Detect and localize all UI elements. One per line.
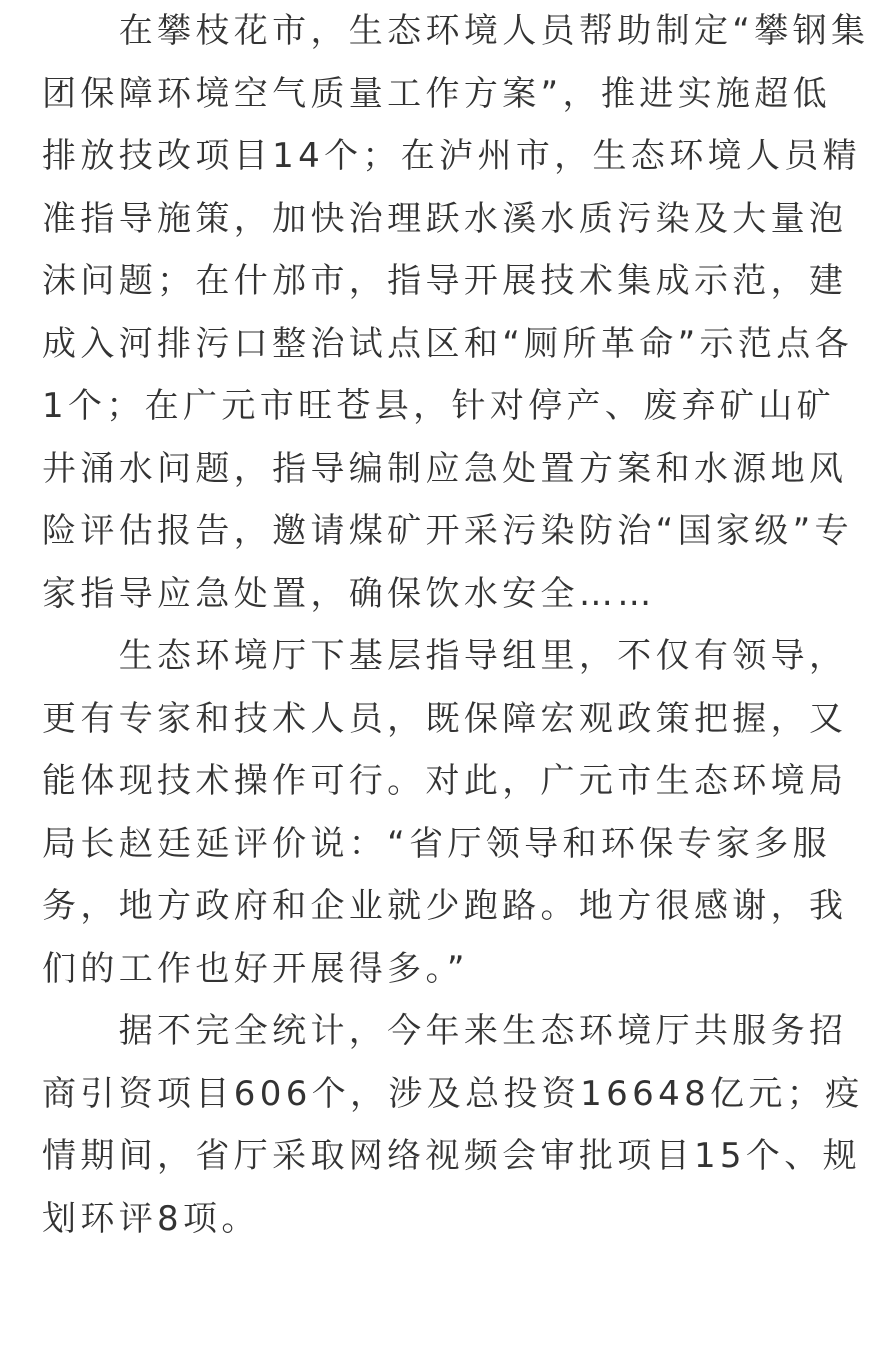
paragraph: [42, 625, 848, 1000]
text-line: 能体现技术操作可行。对此，广元市生态环境局: [42, 761, 848, 801]
text-line: 险评估报告，邀请煤矿开采污染防治“国家级”专: [42, 511, 853, 551]
text-line: 准指导施策，加快治理跃水溪水质污染及大量泡: [42, 198, 848, 239]
text-line: 在攀枝花市，生态环境人员帮助制定“攀钢集: [42, 11, 869, 51]
text-line: 局长赵廷延评价说：“省厅领导和环保专家多服: [42, 823, 831, 864]
text-line: 团保障环境空气质量工作方案”，推进实施超低: [42, 73, 831, 114]
text-line: 务，地方政府和企业就少跑路。地方很感谢，我: [42, 886, 848, 926]
text-line: 生态环境厅下基层指导组里，不仅有领导，: [42, 636, 848, 676]
text-line: 井涌水问题，指导编制应急处置方案和水源地风: [42, 448, 848, 489]
text-line: 成入河排污口整治试点区和“厕所革命”示范点各: [42, 323, 853, 364]
text-line: 1个；在广元市旺苍县，针对停产、废弃矿山矿: [42, 386, 835, 426]
text-line: 排放技改项目14个；在泸州市，生态环境人员精: [42, 136, 861, 176]
text-line: 商引资项目606个，涉及总投资16648亿元；疫: [42, 1073, 864, 1114]
text-line: 沫问题；在什邡市，指导开展技术集成示范，建: [42, 261, 848, 301]
text-line: 情期间，省厅采取网络视频会审批项目15个、规: [42, 1136, 861, 1176]
paragraph: [42, 0, 869, 625]
text-line: 们的工作也好开展得多。”: [42, 948, 469, 989]
text-line: 更有专家和技术人员，既保障宏观政策把握，又: [42, 698, 848, 739]
text-line: 据不完全统计，今年来生态环境厅共服务招: [42, 1011, 848, 1051]
text-line: 划环评8项。: [42, 1198, 260, 1239]
text-line: 家指导应急处置，确保饮水安全……: [42, 573, 656, 614]
article-body: [42, 0, 869, 1250]
paragraph: [42, 1000, 864, 1250]
